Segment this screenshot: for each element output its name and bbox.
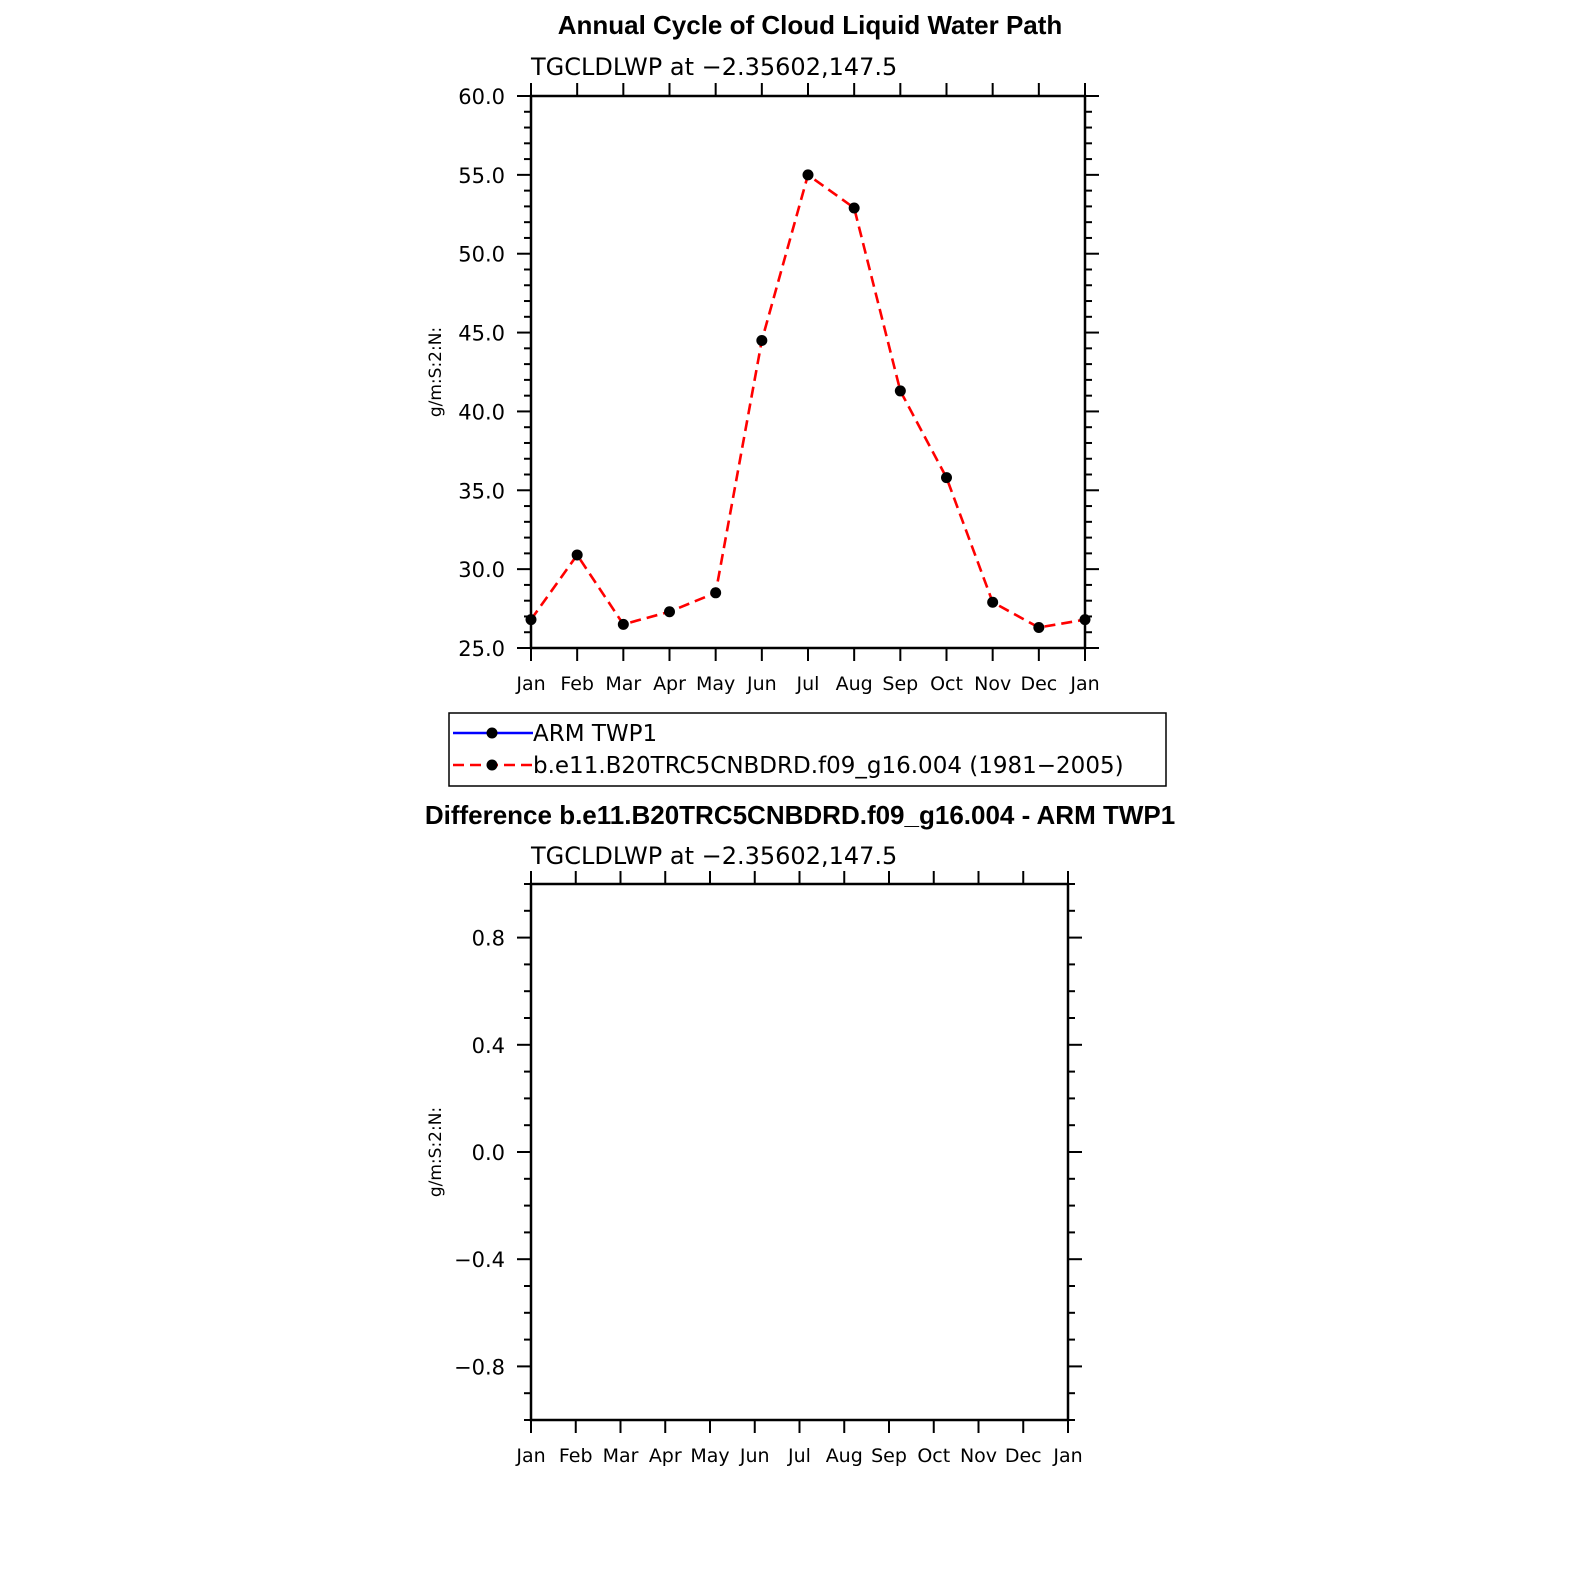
data-point [895, 385, 906, 396]
x-tick-label: May [696, 673, 736, 695]
y-tick-label: −0.4 [454, 1248, 505, 1273]
x-tick-label: Apr [648, 1445, 682, 1467]
x-tick-label: Mar [605, 673, 642, 695]
chart-title: Annual Cycle of Cloud Liquid Water Path [557, 10, 1063, 40]
tick-marks [517, 871, 1082, 1433]
data-point [1033, 622, 1044, 633]
y-tick-labels [454, 927, 505, 1380]
data-point [941, 472, 952, 483]
x-tick-label: May [690, 1445, 730, 1467]
data-point [987, 597, 998, 608]
y-tick-label: −0.8 [454, 1355, 505, 1380]
legend-marker [487, 728, 498, 739]
legend [449, 713, 1166, 786]
x-tick-label: Jan [516, 1445, 546, 1467]
x-tick-label: Aug [825, 1445, 863, 1467]
y-tick-label: 30.0 [458, 558, 505, 583]
x-tick-label: Feb [560, 673, 594, 695]
series-line [531, 175, 1085, 628]
x-tick-label: Jun [739, 1445, 770, 1467]
x-tick-label: Jan [1053, 1445, 1083, 1467]
x-tick-label: Jan [1070, 673, 1100, 695]
x-tick-label: Oct [930, 673, 963, 695]
y-axis-label: g/m:S:2:N: [426, 1106, 446, 1198]
data-point [710, 587, 721, 598]
y-tick-label: 35.0 [458, 479, 505, 504]
difference-panel [425, 800, 1175, 1467]
annual-cycle-panel [426, 10, 1100, 695]
y-tick-label: 0.0 [471, 1141, 505, 1165]
x-tick-label: Apr [653, 673, 686, 695]
chart-subtitle: TGCLDLWP at −2.35602,147.5 [531, 842, 898, 870]
x-tick-labels [515, 673, 1099, 695]
x-tick-label: Jun [746, 673, 777, 695]
y-tick-label: 45.0 [458, 321, 505, 346]
x-tick-label: Aug [835, 673, 873, 695]
y-tick-label: 0.8 [471, 926, 505, 951]
series-lines [531, 175, 1085, 628]
data-point [756, 335, 767, 346]
x-tick-label: Feb [558, 1445, 593, 1467]
legend-marker [487, 760, 498, 771]
x-tick-label: Nov [959, 1445, 998, 1467]
data-point [803, 169, 814, 180]
data-point [618, 619, 629, 630]
y-tick-label: 50.0 [458, 242, 505, 267]
x-tick-label: Sep [882, 673, 919, 695]
legend-label: ARM TWP1 [533, 721, 658, 747]
data-point [664, 606, 675, 617]
y-tick-label: 60.0 [458, 85, 505, 109]
x-tick-labels [515, 1445, 1082, 1467]
y-tick-label: 55.0 [458, 163, 505, 188]
x-tick-label: Nov [974, 673, 1012, 695]
data-point [849, 202, 860, 213]
y-axis-label: g/m:S:2:N: [426, 326, 446, 418]
y-tick-labels [458, 85, 505, 661]
y-tick-label: 0.4 [471, 1033, 505, 1058]
x-tick-label: Oct [917, 1445, 951, 1467]
chart-subtitle: TGCLDLWP at −2.35602,147.5 [531, 53, 898, 81]
plot-frame [531, 884, 1068, 1420]
x-tick-label: Sep [871, 1445, 907, 1467]
chart-title: Difference b.e11.B20TRC5CNBDRD.f09_g16.004 - ARM TWP1 [424, 800, 1176, 830]
x-tick-label: Jan [516, 673, 546, 695]
legend-label: b.e11.B20TRC5CNBDRD.f09_g16.004 (1981−2005) [533, 753, 1124, 779]
series-points [526, 169, 1091, 633]
y-tick-label: 40.0 [458, 400, 505, 425]
x-tick-label: Mar [602, 1445, 639, 1467]
x-tick-label: Jul [796, 673, 820, 695]
x-tick-label: Jul [788, 1445, 811, 1467]
x-tick-label: Dec [1020, 673, 1058, 695]
x-tick-label: Dec [1004, 1445, 1042, 1467]
data-point [572, 549, 583, 560]
y-tick-label: 25.0 [458, 637, 505, 661]
